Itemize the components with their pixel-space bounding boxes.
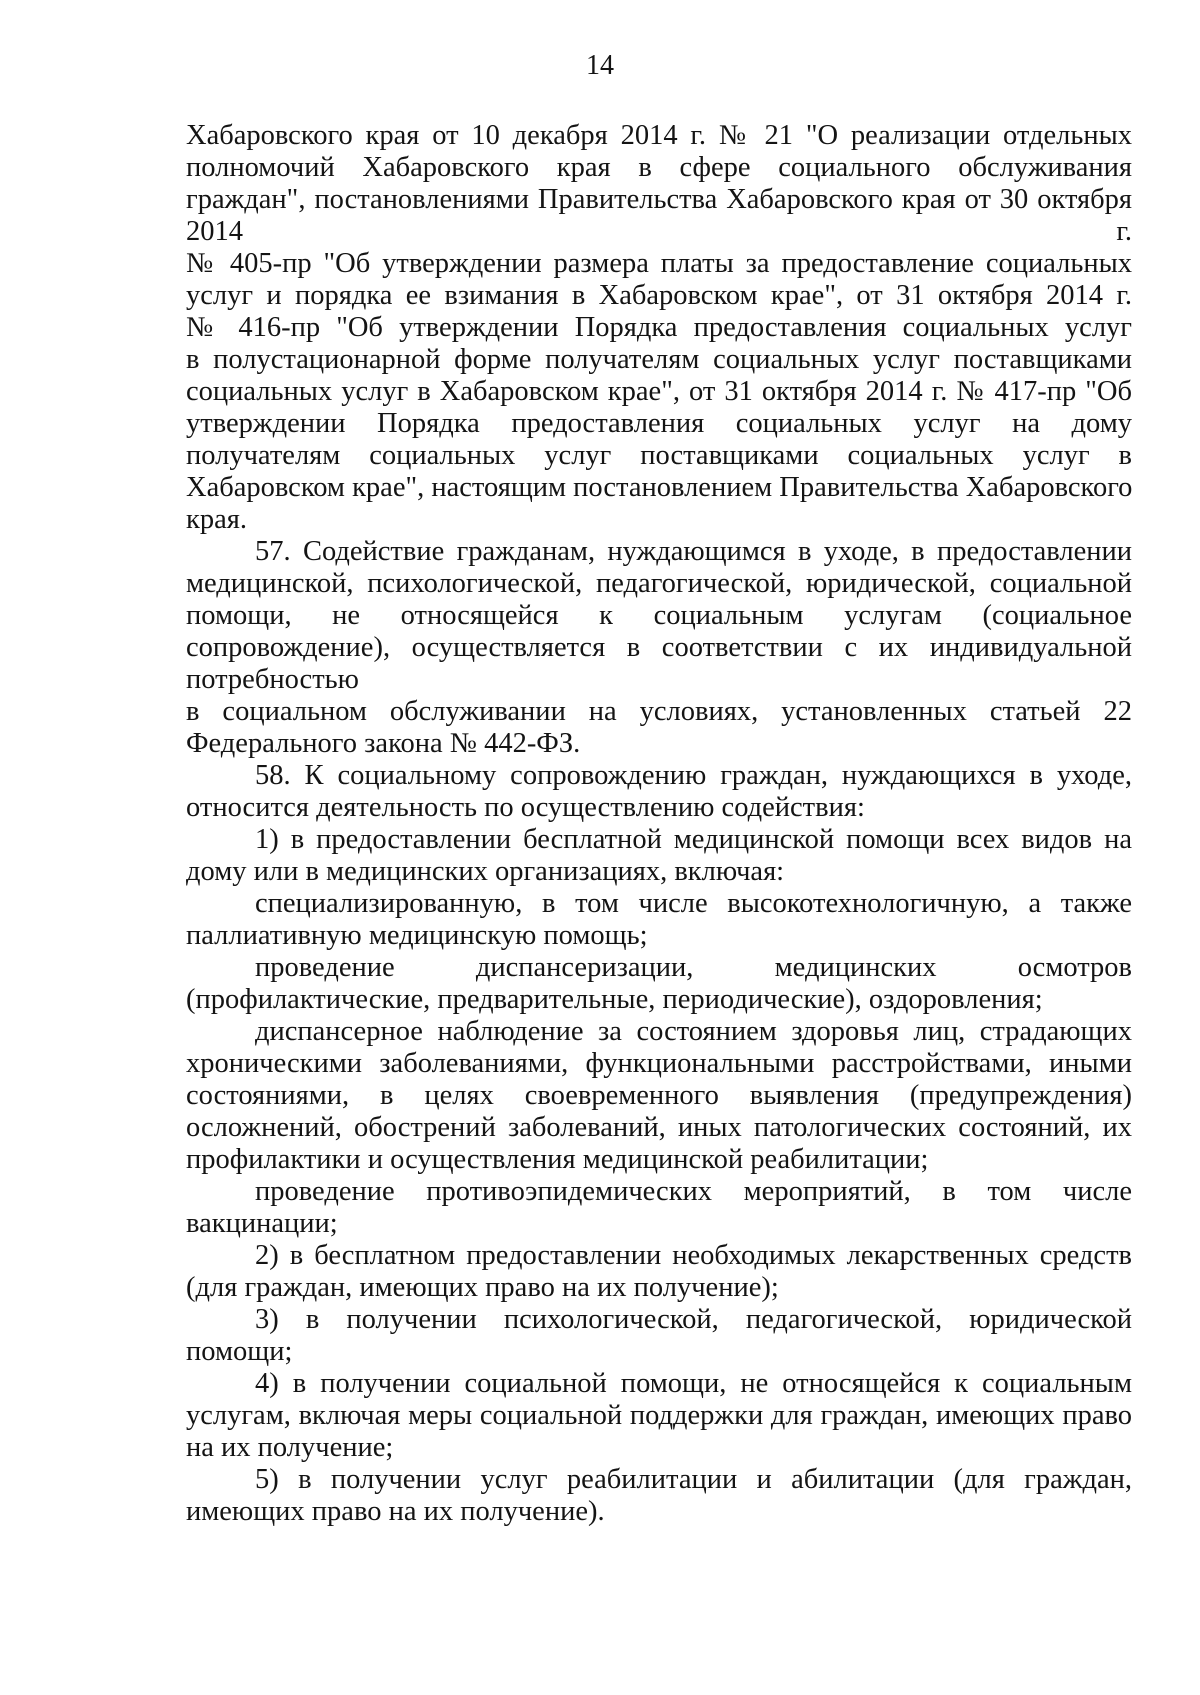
- text-line: проведение диспансеризации, медицинских осмотров: [255, 952, 1132, 983]
- text-line: помощи, не относящейся к социальным услугам (социальное: [186, 600, 1132, 631]
- text-line: № 416-пр "Об утверждении Порядка предоставления социальных услуг: [186, 312, 1132, 343]
- text-line: Федерального закона № 442-ФЗ.: [186, 728, 581, 759]
- text-line: проведение противоэпидемических мероприятий, в том числе: [255, 1176, 1132, 1207]
- page-number: 14: [586, 50, 614, 81]
- text-line: услугам, включая меры социальной поддержки для граждан, имеющих право: [186, 1400, 1132, 1431]
- text-line: 5) в получении услуг реабилитации и абилитации (для граждан,: [255, 1464, 1132, 1495]
- text-line: в полустационарной форме получателям социальных услуг поставщиками: [186, 344, 1132, 375]
- text-line: 57. Содействие гражданам, нуждающимся в уходе, в предоставлении: [255, 536, 1132, 567]
- text-line: помощи;: [186, 1336, 293, 1367]
- text-line: на их получение;: [186, 1432, 394, 1463]
- text-line: в социальном обслуживании на условиях, установленных статьей 22: [186, 696, 1132, 727]
- text-line: социальных услуг в Хабаровском крае", от 31 октября 2014 г. № 417-пр "Об: [186, 376, 1132, 407]
- text-line: потребностью: [186, 664, 359, 695]
- text-line: утверждении Порядка предоставления социальных услуг на дому: [186, 408, 1132, 439]
- text-line: полномочий Хабаровского края в сфере социального обслуживания: [186, 152, 1132, 183]
- text-line: диспансерное наблюдение за состоянием здоровья лиц, страдающих: [255, 1016, 1132, 1047]
- text-line: 1) в предоставлении бесплатной медицинской помощи всех видов на: [255, 824, 1132, 855]
- text-line: специализированную, в том числе высокотехнологичную, а также: [255, 888, 1132, 919]
- text-line: осложнений, обострений заболеваний, иных патологических состояний, их: [186, 1112, 1132, 1143]
- text-line: паллиативную медицинскую помощь;: [186, 920, 648, 951]
- text-line: (профилактические, предварительные, периодические), оздоровления;: [186, 984, 1043, 1015]
- text-line: Хабаровского края от 10 декабря 2014 г. № 21 "О реализации отдельных: [186, 120, 1132, 151]
- text-line: вакцинации;: [186, 1208, 338, 1239]
- text-line: услуг и порядка ее взимания в Хабаровском крае", от 31 октября 2014 г.: [186, 280, 1132, 311]
- text-line: относится деятельность по осуществлению содействия:: [186, 792, 865, 823]
- text-line: сопровождение), осуществляется в соответствии с их индивидуальной: [186, 632, 1132, 663]
- text-line: 58. К социальному сопровождению граждан, нуждающихся в уходе,: [255, 760, 1132, 791]
- text-line: состояниями, в целях своевременного выявления (предупреждения): [186, 1080, 1132, 1111]
- text-line: граждан", постановлениями Правительства Хабаровского края от 30 октября: [186, 184, 1132, 215]
- text-line: 2) в бесплатном предоставлении необходимых лекарственных средств: [255, 1240, 1132, 1271]
- text-line: Хабаровском крае", настоящим постановлением Правительства Хабаровского: [186, 472, 1132, 503]
- text-line: хроническими заболеваниями, функциональными расстройствами, иными: [186, 1048, 1132, 1079]
- text-line: № 405-пр "Об утверждении размера платы за предоставление социальных: [186, 248, 1132, 279]
- text-line: (для граждан, имеющих право на их получение);: [186, 1272, 779, 1303]
- text-line: 3) в получении психологической, педагогической, юридической: [255, 1304, 1132, 1335]
- document-body: [186, 120, 1132, 1528]
- text-line: дому или в медицинских организациях, включая:: [186, 856, 785, 887]
- text-line: 4) в получении социальной помощи, не относящейся к социальным: [255, 1368, 1132, 1399]
- text-line: профилактики и осуществления медицинской реабилитации;: [186, 1144, 929, 1175]
- text-line: имеющих право на их получение).: [186, 1496, 605, 1527]
- text-line: медицинской, психологической, педагогической, юридической, социальной: [186, 568, 1132, 599]
- text-line: 2014 г.: [186, 216, 1132, 247]
- text-line: получателям социальных услуг поставщиками социальных услуг в: [186, 440, 1132, 471]
- text-line: края.: [186, 504, 247, 535]
